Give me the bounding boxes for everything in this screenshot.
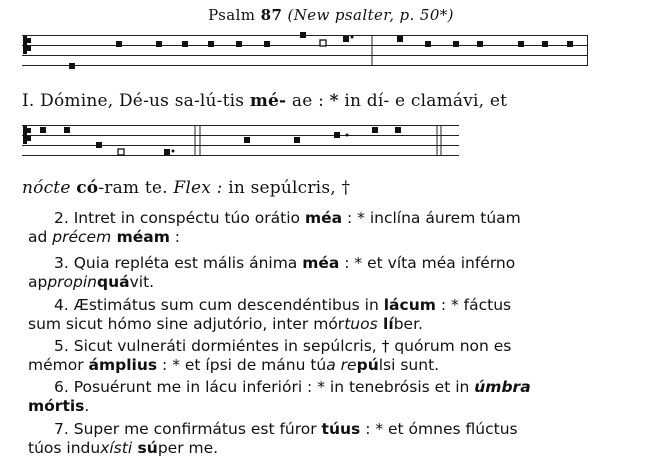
verse-accent: lácum — [383, 296, 436, 314]
verse-numeral: I. — [22, 91, 35, 111]
verse-text: per me. — [157, 439, 219, 457]
verse-text: : * inclína áurem túam — [342, 209, 521, 227]
chant-lyric-line-1 — [22, 91, 507, 111]
flex-dagger: † — [341, 178, 351, 198]
psalm-title — [0, 6, 662, 24]
verse-text: : * et ípsi de mánu tú — [157, 356, 327, 374]
verse-text: ap — [28, 273, 48, 291]
verse-3 — [28, 254, 515, 292]
verse-accent: lí — [377, 315, 394, 333]
verse-italic: précem — [52, 228, 112, 246]
verse-accent: quá — [97, 273, 130, 291]
lyric-italic: nócte — [22, 178, 71, 198]
chant-staff-2 — [0, 120, 662, 162]
lyric-text: Dómine, Dé-us sa-lú-tis — [40, 91, 245, 111]
lyric-text: in dí- e clamávi, et — [344, 91, 508, 111]
verse-text: Æstimátus sum cum descendéntibus in — [73, 296, 384, 314]
verse-accent: mórtis — [28, 397, 85, 415]
neume-notes — [40, 127, 401, 155]
verse-text: Super me confirmátus est fúror — [73, 420, 322, 438]
verse-accent: túus — [321, 420, 361, 438]
verse-text: túos indu — [28, 439, 101, 457]
verse-text: vit. — [129, 273, 155, 291]
verse-number: 4. — [54, 296, 69, 314]
neume-notes — [69, 32, 573, 69]
verse-accent: pú — [356, 356, 379, 374]
lyric-accent: có — [76, 178, 99, 198]
verse-text: ber. — [393, 315, 423, 333]
verse-accent: méam — [111, 228, 170, 246]
psalm-label: Psalm — [208, 6, 256, 24]
lyric-text: ae : — [291, 91, 325, 111]
psalm-number: 87 — [260, 6, 283, 24]
verse-number: 6. — [54, 378, 69, 396]
lyric-accent: mé- — [249, 91, 287, 111]
verse-text: Sicut vulneráti dormiéntes in sepúlcris, † quórum non es — [73, 337, 512, 355]
verse-text: Posuérunt me in lácu inferióri : * in tenebrósis et in — [73, 378, 475, 396]
verse-2 — [28, 209, 521, 247]
verse-accent: méa — [302, 254, 340, 272]
verse-number: 3. — [54, 254, 69, 272]
verse-text: : * et ómnes flúctus — [360, 420, 518, 438]
verse-text: : — [169, 228, 180, 246]
verse-text: ad — [28, 228, 53, 246]
verse-text: . — [84, 397, 90, 415]
verse-accent: méa — [304, 209, 343, 227]
verse-italic: xísti — [100, 439, 133, 457]
verse-number: 5. — [54, 337, 69, 355]
chant-lyric-line-2 — [22, 178, 350, 198]
flex-label: Flex : — [173, 178, 223, 198]
verse-text: : * et víta méa inférno — [339, 254, 516, 272]
verse-text: sum sicut hómo sine adjutório, inter mór — [28, 315, 345, 333]
verse-text: lsi sunt. — [378, 356, 440, 374]
verse-7 — [28, 420, 518, 458]
verse-text: Intret in conspéctu túo orátio — [73, 209, 305, 227]
verse-text: mémor — [28, 356, 89, 374]
lyric-text: in sepúlcris, — [228, 178, 336, 198]
verse-italic: propin — [47, 273, 98, 291]
verse-6 — [28, 378, 531, 416]
mediant-star: * — [329, 91, 339, 111]
verse-italic: úmbra — [474, 378, 531, 396]
verse-5 — [28, 337, 511, 375]
verse-text: : * fáctus — [435, 296, 512, 314]
psalm-source: (New psalter, p. 50*) — [287, 6, 454, 24]
verse-number: 7. — [54, 420, 69, 438]
lyric-text: -ram te. — [98, 178, 168, 198]
verse-italic: a re — [326, 356, 357, 374]
chant-staff-1 — [0, 30, 662, 72]
verse-4 — [28, 296, 511, 334]
verse-italic: tuos — [344, 315, 378, 333]
verse-number: 2. — [54, 209, 69, 227]
verse-text: Quia repléta est mális ánima — [73, 254, 303, 272]
verse-accent: ámplius — [88, 356, 158, 374]
verse-accent: sú — [132, 439, 158, 457]
